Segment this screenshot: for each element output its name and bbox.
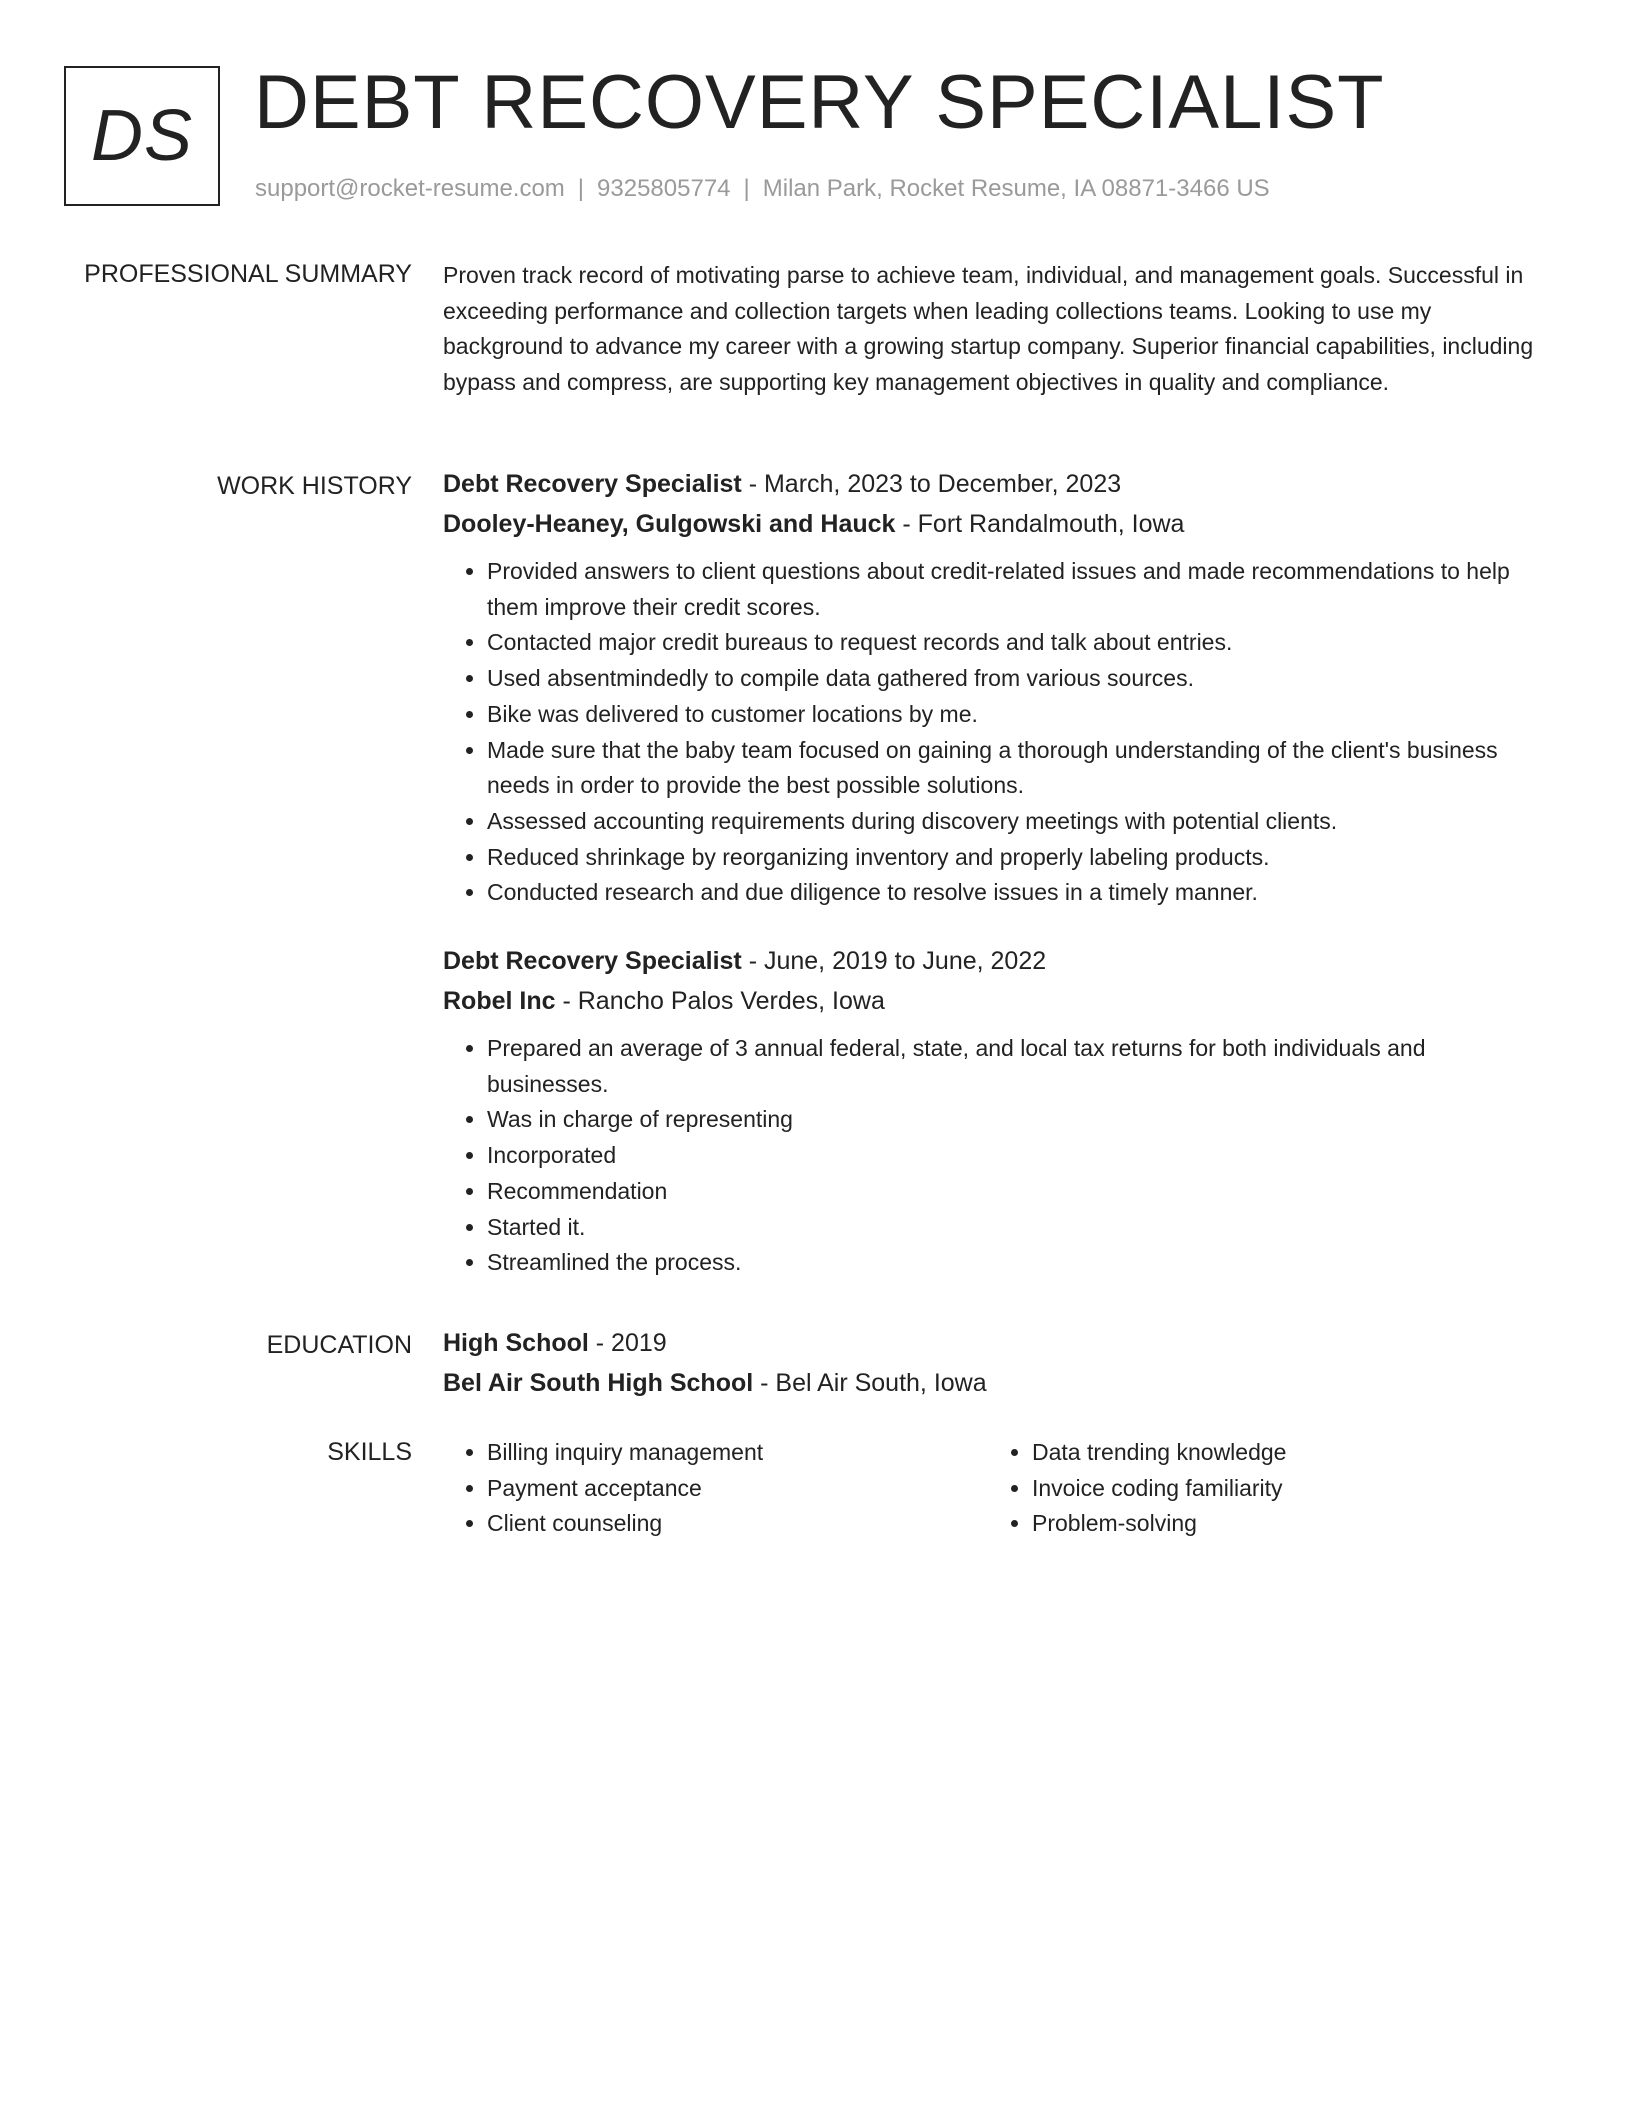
skill-item: • Data trending knowledge: [1032, 1435, 1533, 1471]
education-year: - 2019: [588, 1329, 667, 1357]
contact-phone: 9325805774: [597, 175, 731, 202]
list-item: • Made sure that the baby team focused on gaining a thorough understanding of the client's business needs in order to provide the best possible solutions.: [487, 733, 1553, 804]
contact-separator: |: [577, 175, 585, 202]
job-entry: [443, 941, 1553, 1281]
job-dates: - June, 2019 to June, 2022: [741, 947, 1047, 976]
education-school: Bel Air South High School: [443, 1369, 754, 1397]
education-degree: High School: [443, 1329, 589, 1357]
section-heading-skills: SKILLS: [327, 1438, 412, 1466]
list-item: • Contacted major credit bureaus to request records and talk about entries.: [487, 625, 1553, 661]
monogram-box: [64, 66, 220, 206]
list-item: • Recommendation: [487, 1174, 1553, 1210]
job-location: - Fort Randalmouth, Iowa: [895, 510, 1185, 538]
job-company-line: [443, 981, 1553, 1021]
list-item: • Bike was delivered to customer locations by me.: [487, 697, 1553, 733]
education-location: - Bel Air South, Iowa: [753, 1369, 987, 1397]
list-item: • Used absentmindedly to compile data gathered from various sources.: [487, 661, 1553, 697]
list-item: • Provided answers to client questions about credit-related issues and made recommendations to help them improve their credit scores.: [487, 554, 1553, 625]
skill-item: • Client counseling: [487, 1506, 988, 1542]
job-title-line: [443, 464, 1553, 504]
list-item: • Streamlined the process.: [487, 1245, 1553, 1281]
skill-item: • Payment acceptance: [487, 1471, 988, 1507]
list-item: • Conducted research and due diligence to resolve issues in a timely manner.: [487, 875, 1553, 911]
contact-address: Milan Park, Rocket Resume, IA 08871-3466 US: [762, 175, 1270, 202]
skill-item: • Problem-solving: [1032, 1506, 1533, 1542]
education-degree-line: [443, 1323, 1553, 1363]
list-item: • Incorporated: [487, 1138, 1553, 1174]
section-heading-summary: PROFESSIONAL SUMMARY: [84, 260, 412, 288]
job-bullets: [443, 1031, 1553, 1281]
job-title: Debt Recovery Specialist: [443, 470, 742, 498]
section-heading-work-history: WORK HISTORY: [217, 472, 412, 500]
list-item: • Assessed accounting requirements during discovery meetings with potential clients.: [487, 804, 1553, 840]
education-school-line: [443, 1363, 1553, 1403]
list-item: • Started it.: [487, 1210, 1553, 1246]
job-entry: [443, 464, 1553, 911]
list-item: • Was in charge of representing: [487, 1102, 1553, 1138]
contact-line: [255, 173, 1270, 205]
monogram-initials: DS: [90, 96, 194, 176]
job-dates: - March, 2023 to December, 2023: [741, 470, 1122, 498]
job-title: Debt Recovery Specialist: [443, 947, 742, 976]
job-bullets: [443, 554, 1553, 911]
job-company: Robel Inc: [443, 987, 556, 1016]
summary-paragraph: Proven track record of motivating parse to achieve team, individual, and management goals. Successful in exceeding performance and collection targets when leading collections teams. Looking to use my background to advance my career with a growing startup company. Superior financial capabilities, including bypass and compress, are supporting key management objectives in quality and compliance.: [443, 262, 1534, 396]
job-location: - Rancho Palos Verdes, Iowa: [555, 987, 885, 1016]
contact-separator: |: [743, 175, 750, 202]
skills-grid: [443, 1435, 1553, 1542]
list-item: • Reduced shrinkage by reorganizing inventory and properly labeling products.: [487, 840, 1553, 876]
skills-column-right: [988, 1435, 1533, 1542]
list-item: • Prepared an average of 3 annual federal, state, and local tax returns for both individuals and businesses.: [487, 1031, 1553, 1102]
skill-item: • Invoice coding familiarity: [1032, 1471, 1533, 1507]
skills-column-left: [443, 1435, 988, 1542]
job-company-line: [443, 504, 1553, 544]
job-company: Dooley-Heaney, Gulgowski and Hauck: [443, 510, 896, 538]
section-heading-education: EDUCATION: [266, 1331, 412, 1359]
contact-email: support@rocket-resume.com: [255, 175, 565, 202]
job-title-line: [443, 941, 1553, 981]
resume-title: DEBT RECOVERY SPECIALIST: [254, 60, 1385, 145]
skill-item: • Billing inquiry management: [487, 1435, 988, 1471]
